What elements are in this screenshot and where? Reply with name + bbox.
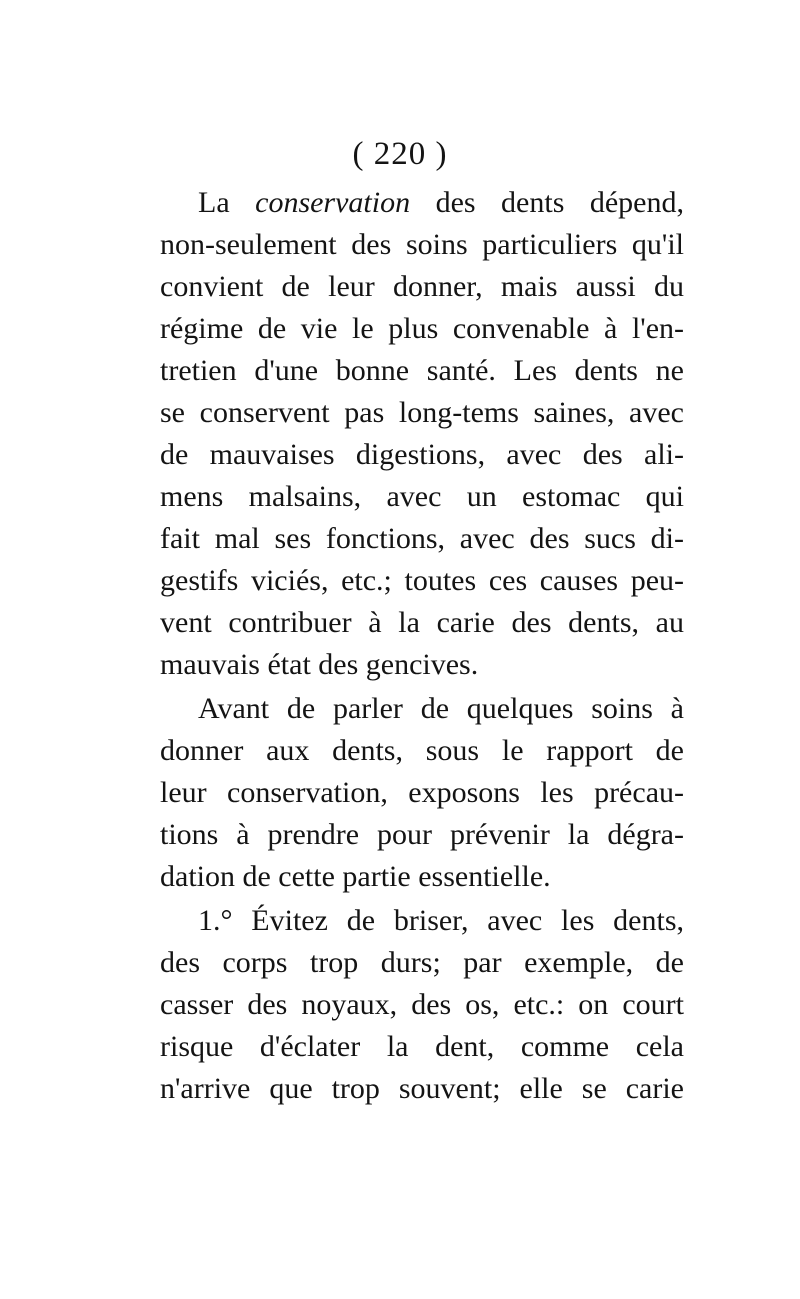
- text-line: des corps trop durs; par exemple, de: [160, 946, 684, 979]
- text-line: leur conservation, exposons les précau-: [160, 776, 684, 809]
- text-line: dation de cette partie essentielle.: [160, 860, 551, 893]
- text-segment: des dents dépend,: [410, 186, 684, 219]
- text-line: se conservent pas long-tems saines, avec: [160, 396, 684, 429]
- text-line: vent contribuer à la carie des dents, au: [160, 606, 684, 639]
- text-line: régime de vie le plus convenable à l'en-: [160, 312, 684, 345]
- text-line: mauvais état des gencives.: [160, 648, 479, 681]
- text-line: tretien d'une bonne santé. Les dents ne: [160, 354, 684, 387]
- emphasis-word: conservation: [255, 186, 411, 219]
- text-line: donner aux dents, sous le rapport de: [160, 734, 684, 767]
- text-line: [160, 182, 684, 224]
- text-line: 1.° Évitez de briser, avec les dents,: [198, 904, 684, 937]
- text-line: convient de leur donner, mais aussi du: [160, 270, 684, 303]
- page-number: ( 220 ): [352, 136, 448, 172]
- text-line: risque d'éclater la dent, comme cela: [160, 1030, 684, 1063]
- body-text: [160, 182, 684, 1110]
- text-line: tions à prendre pour prévenir la dégra-: [160, 818, 684, 851]
- text-line: mens malsains, avec un estomac qui: [160, 480, 684, 513]
- text-line: casser des noyaux, des os, etc.: on court: [160, 988, 684, 1021]
- text-line: non-seulement des soins particuliers qu'il: [160, 228, 684, 261]
- text-segment: La: [198, 186, 256, 219]
- text-line: de mauvaises digestions, avec des ali-: [160, 438, 684, 471]
- text-line: Avant de parler de quelques soins à: [198, 692, 684, 725]
- text-line: gestifs viciés, etc.; toutes ces causes peu-: [160, 564, 684, 597]
- text-line: n'arrive que trop souvent; elle se carie: [160, 1072, 684, 1105]
- text-line: fait mal ses fonctions, avec des sucs di-: [160, 522, 684, 555]
